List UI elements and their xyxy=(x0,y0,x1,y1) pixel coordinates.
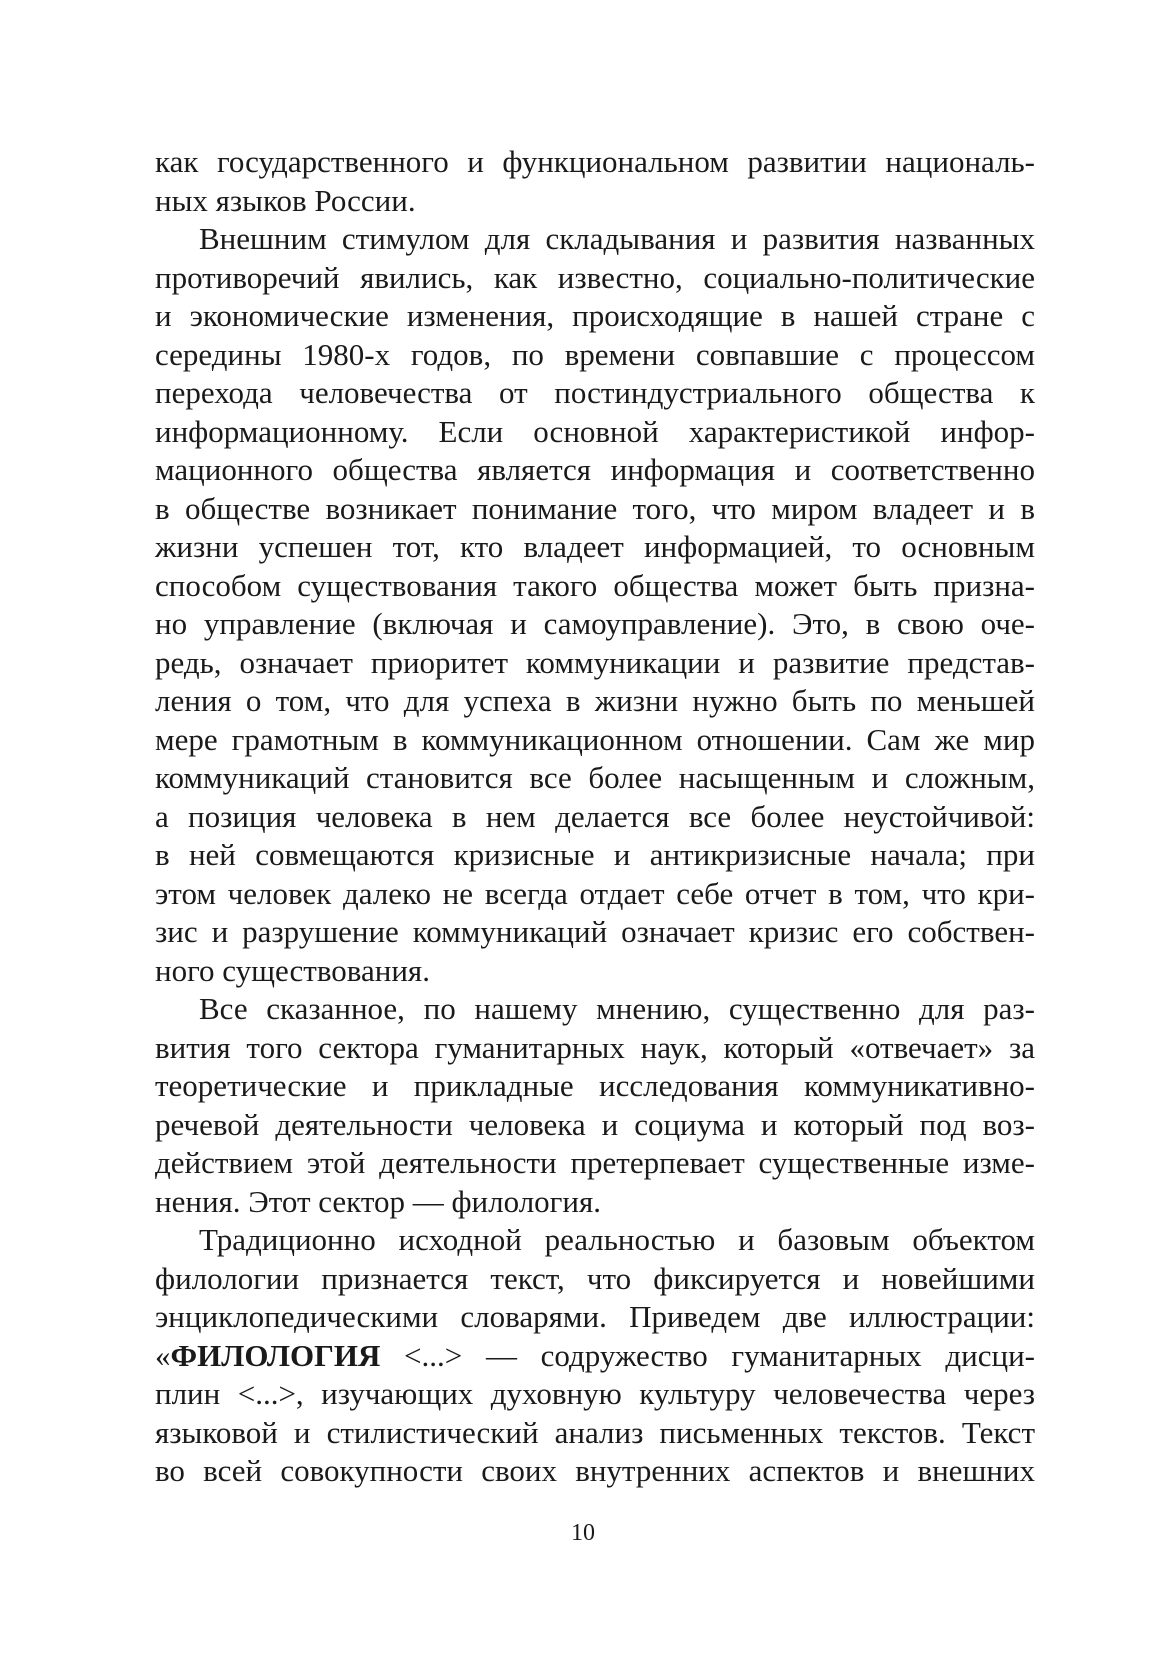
text-line: мере грамотным в коммуникационном отношении. Сам же мир xyxy=(155,721,1035,757)
body-text xyxy=(155,143,1035,1491)
text-line: зис и разрушение коммуникаций означает кризис его собствен- xyxy=(155,914,1035,949)
text-line: действием этой деятельности претерпевает существенные изме- xyxy=(155,1145,1035,1180)
text-line: мационного общества является информация и соответственно xyxy=(155,452,1035,487)
text-line: жизни успешен тот, кто владеет информацией, то основным xyxy=(155,529,1035,564)
text-line: редь, означает приоритет коммуникации и развитие представ- xyxy=(155,644,1035,680)
text-line: и экономические изменения, происходящие в нашей стране с xyxy=(155,298,1035,333)
text-line: Традиционно исходной реальностью и базовым объектом xyxy=(199,1222,1035,1257)
text-line-with-term xyxy=(155,1337,1035,1376)
text-line: Внешним стимулом для складывания и развития названных xyxy=(199,221,1035,256)
text-line: речевой деятельности человека и социума и который под воз- xyxy=(155,1106,1035,1142)
text-line: середины 1980-х годов, по времени совпавшие с процессом xyxy=(155,336,1035,372)
text-line: информационному. Если основной характеристикой инфор- xyxy=(155,413,1035,449)
text-line: ного существования. xyxy=(155,952,430,988)
text-line: теоретические и прикладные исследования коммуникативно- xyxy=(155,1068,1035,1103)
text-line: противоречий явились, как известно, социально-политические xyxy=(155,259,1035,295)
text-line: а позиция человека в нем делается все более неустойчивой: xyxy=(155,798,1035,834)
text-line: перехода человечества от постиндустриального общества к xyxy=(155,375,1035,410)
text-line: этом человек далеко не всегда отдает себе отчет в том, что кри- xyxy=(155,875,1035,911)
text-line: во всей совокупности своих внутренних аспектов и внешних xyxy=(155,1453,1035,1488)
paragraph-stimulus xyxy=(155,220,1035,990)
text-line: вития того сектора гуманитарных наук, который «отвечает» за xyxy=(155,1029,1035,1065)
quote-open: « xyxy=(155,1337,171,1373)
text-line: ных языков России. xyxy=(155,182,416,218)
paragraph-philology-sector xyxy=(155,990,1035,1221)
text-line: энциклопедическими словарями. Приведем две иллюстрации: xyxy=(155,1299,1035,1334)
paragraph-text-object xyxy=(155,1221,1035,1491)
text-line: филологии признается текст, что фиксируется и новейшими xyxy=(155,1260,1035,1296)
text-line: Все сказанное, по нашему мнению, существенно для раз- xyxy=(199,991,1035,1026)
text-line: ления о том, что для успеха в жизни нужно быть по меньшей xyxy=(155,683,1035,718)
page-number: 10 xyxy=(571,1520,595,1546)
bold-term: ФИЛОЛОГИЯ xyxy=(170,1337,381,1373)
text-line: языковой и стилистический анализ письменных текстов. Текст xyxy=(155,1414,1035,1450)
text-line: нения. Этот сектор — филология. xyxy=(155,1183,601,1219)
text-line: коммуникаций становится все более насыщенным и сложным, xyxy=(155,760,1035,795)
text-line: как государственного и функциональном развитии националь- xyxy=(155,144,1035,179)
text-fragment: <...> — содружество гуманитарных дисци- xyxy=(404,1337,1035,1373)
text-line: способом существования такого общества может быть призна- xyxy=(155,567,1035,603)
text-line: в обществе возникает понимание того, что миром владеет и в xyxy=(155,490,1035,526)
paragraph-continuation xyxy=(155,143,1035,220)
text-line: но управление (включая и самоуправление). Это, в свою оче- xyxy=(155,606,1035,641)
text-line: плин <...>, изучающих духовную культуру человечества через xyxy=(155,1376,1035,1411)
text-line: в ней совмещаются кризисные и антикризисные начала; при xyxy=(155,837,1035,872)
